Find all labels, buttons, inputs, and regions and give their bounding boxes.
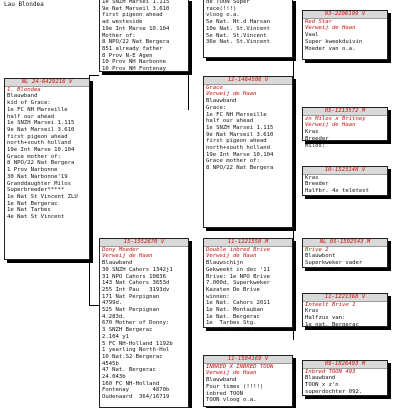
pigeon-breeder: Verweij de Haan xyxy=(206,91,257,98)
pigeon-card-grace[interactable] xyxy=(203,76,293,228)
pedigree-line: Grace: xyxy=(206,104,227,111)
pigeon-lines xyxy=(303,129,387,149)
pedigree-line: 4.283d. xyxy=(102,313,126,320)
pedigree-line: Breeder xyxy=(305,181,329,188)
connector-line xyxy=(293,10,294,125)
ring-number: 05-1213572 M xyxy=(303,108,387,116)
pedigree-line: 4545b xyxy=(102,360,119,367)
pigeon-card-donny-moeder[interactable] xyxy=(99,238,189,408)
pedigree-line: Super kweekduivin xyxy=(305,38,363,45)
pigeon-card-brive-2[interactable] xyxy=(302,238,388,273)
pigeon-card-milos-britney[interactable] xyxy=(302,107,388,149)
pigeon-lines xyxy=(5,93,89,220)
pedigree-line: Kazaten De Brive xyxy=(206,286,260,293)
pedigree-line: 10 Prov NH Fontenay xyxy=(102,66,166,73)
connector-line xyxy=(293,230,294,340)
pedigree-line: 10 Nat.S2 Bergerac xyxy=(102,353,163,360)
pedigree-line: 10e Nat. St.Vincent xyxy=(206,25,270,32)
pedigree-line: 1e Nat Tarbes xyxy=(7,207,51,214)
pigeon-name: Double inbred Brive xyxy=(206,246,270,253)
pedigree-line: Blauwschijn xyxy=(206,260,244,267)
pedigree-line: first pigeon ahead xyxy=(7,133,68,140)
pedigree-line: ad westeside xyxy=(102,19,143,26)
pedigree-line: TOON vloog o.a. xyxy=(206,397,257,404)
pigeon-name: Inteelt Brive 1 xyxy=(305,301,356,308)
pedigree-line: first pigeon ahead xyxy=(206,138,267,145)
pedigree-line: van o.a. Zara xyxy=(305,266,349,273)
pigeon-card-inbred-toon[interactable] xyxy=(203,355,293,407)
pedigree-line: 36e Nat. St.Vincent xyxy=(206,39,270,46)
pigeon-lines xyxy=(303,308,387,328)
pigeon-card-inteelt-brive[interactable] xyxy=(302,293,388,327)
pedigree-line: 5e Nat. St.Vincent xyxy=(206,32,267,39)
ring-number: 11-1221368 V xyxy=(303,294,387,302)
pigeon-lines xyxy=(303,32,387,52)
pedigree-line: Superbreeder***** xyxy=(7,187,65,194)
pedigree-line: 1e Nat. Cahors 2011 xyxy=(206,300,270,307)
pedigree-line: Superkweker vader xyxy=(305,260,363,267)
pigeon-card-red-star[interactable] xyxy=(302,10,388,60)
pedigree-line: 1e Nat. Montauban xyxy=(206,307,264,314)
pedigree-line: 9e Nat Marseil 3.610 xyxy=(206,131,274,138)
pedigree-line: Grace mother of: xyxy=(206,158,260,165)
pedigree-line: 24.043b xyxy=(102,374,126,381)
pedigree-line: 9e Nat Marseil 3.610 xyxy=(7,126,75,133)
pedigree-line: 670 Mother of Donny: xyxy=(102,320,170,327)
ring-number: 15-1552670 V xyxy=(100,239,188,247)
pedigree-line: 1e Nat St Vincent ZLU xyxy=(7,193,78,200)
pedigree-line: Blauwband xyxy=(305,375,336,382)
pedigree-line: 1e FC NH Marseille xyxy=(7,106,68,113)
pedigree-line: 143 Nat Cahors 3653d xyxy=(102,280,170,287)
pedigree-line: 160 FC NH-Holland xyxy=(102,380,160,387)
connector-line xyxy=(188,70,189,110)
pedigree-line: inbred TOON xyxy=(206,390,244,397)
pedigree-line: first pigeon ahead xyxy=(102,12,163,19)
pedigree-line: 851 already father xyxy=(102,45,163,52)
ring-number: 11-1221558 M xyxy=(204,239,292,247)
pedigree-line: Blauwband xyxy=(102,260,133,267)
pedigree-line: de TOON Super xyxy=(206,0,250,5)
pedigree-line: Blauwband xyxy=(206,98,237,105)
pigeon-breeder: Verweij de Haan xyxy=(206,370,257,377)
pedigree-line: Four times (!!!!) xyxy=(206,383,264,390)
pedigree-line: Blauwband xyxy=(7,93,38,100)
pedigree-line: half our ahead xyxy=(206,118,254,125)
ring-number: 03-2206199 V xyxy=(303,11,387,19)
pedigree-line: 1 yearling North-Hol xyxy=(102,347,170,354)
pedigree-line: 19e Int Marse 10.104 xyxy=(102,25,170,32)
pedigree-line: Brive: 1e NPO Brive xyxy=(206,273,270,280)
pedigree-line: 3 SNZH Bergerac xyxy=(102,327,153,334)
pedigree-line: Kras xyxy=(305,308,319,315)
pedigree-line: Kras xyxy=(305,129,319,136)
pedigree-line: Halfbr. 4x teletest xyxy=(305,188,369,195)
pigeon-card-inbred-toon-493[interactable] xyxy=(302,360,388,396)
pedigree-line: 8 NPO/22 Nat Bergera xyxy=(7,160,75,167)
pigeon-card-1523148[interactable] xyxy=(302,166,388,196)
ring-number: 09-1026493 M xyxy=(303,361,387,369)
pedigree-line: kid of Grace: xyxy=(7,100,51,107)
pedigree-line: Vaal xyxy=(305,32,319,39)
pedigree-line: Milos: xyxy=(305,142,326,149)
pigeon-breeder: Verweij de Haan xyxy=(102,253,153,260)
pedigree-line: Moeder van o.a. xyxy=(305,45,356,52)
ring-number: NL 24-6429216 V xyxy=(5,79,89,87)
pedigree-line: 1e SNZH Marsei 1.115 xyxy=(102,0,170,5)
pigeon-lines xyxy=(100,260,188,401)
sire-sire-card[interactable] xyxy=(203,0,293,58)
pigeon-name: 1. Blondea xyxy=(7,86,41,93)
pedigree-line: Blauwband xyxy=(206,377,237,384)
pigeon-card-blondea[interactable] xyxy=(4,78,90,260)
owner-name: Lau Blondea xyxy=(4,1,44,8)
pedigree-line: 10 Prov NH Narbonne xyxy=(102,59,166,66)
pedigree-line: north+south holland xyxy=(206,145,270,152)
pigeon-breeder: Verweij de Haan xyxy=(206,253,257,260)
pigeon-breeder: Verweij de Haan xyxy=(305,122,356,129)
pigeon-lines xyxy=(204,98,292,172)
pedigree-line: 1e Nat Bergerac xyxy=(7,200,58,207)
pedigree-line: 30 SNZH Cahors 1342j1 xyxy=(102,266,173,273)
pedigree-line: Fontenay 4870b xyxy=(102,387,170,394)
pigeon-breeder: Verweij de Haan xyxy=(305,25,356,32)
pedigree-line: vloog o.a. xyxy=(206,12,240,19)
pigeon-lines xyxy=(303,175,387,195)
pedigree-line: 1e Tarbes Stg. xyxy=(206,320,257,327)
pedigree-line: 5e Nat. Nt.d Harsan xyxy=(206,19,270,26)
pigeon-lines xyxy=(303,375,387,395)
pedigree-line: Granddaughter Milos xyxy=(7,180,71,187)
pigeon-lines xyxy=(303,253,387,273)
pedigree-line: 8 NPO/22 Nat Bergera xyxy=(206,165,274,172)
pedigree-line: 8 NPO/22 Nat Bergera xyxy=(102,39,170,46)
pedigree-line: 30 Nat Narbonne'19 xyxy=(7,173,68,180)
pedigree-line: 19e Int Marse 10.104 xyxy=(206,151,274,158)
pedigree-line: 7.000d, Superkweker xyxy=(206,280,270,287)
pedigree-line: half our ahead xyxy=(7,113,55,120)
pedigree-line: Marathon Hoord. xyxy=(206,327,257,334)
pedigree-line: Gekweekt in dec '11 xyxy=(206,266,270,273)
pedigree-line: north+south holland xyxy=(7,140,71,147)
pedigree-line: 1e SNZH Marsei 1.115 xyxy=(7,120,75,127)
pigeon-lines xyxy=(204,260,292,334)
pedigree-line: Oudenaard 364/16719 xyxy=(102,394,170,401)
sire-card[interactable] xyxy=(99,0,189,72)
pedigree-line: 1e nat. Bergerac xyxy=(305,321,359,328)
sire-sire-lines xyxy=(204,0,292,46)
pedigree-line: Grace mother of: xyxy=(7,153,61,160)
pigeon-name: zn Milos x Britney xyxy=(305,115,366,122)
pedigree-line: Blauwbont xyxy=(305,253,336,260)
ring-number: NL 05-1592543 M xyxy=(303,239,387,247)
pigeon-name: INBRED X INBRED TOON xyxy=(206,363,274,370)
pigeon-card-double-inbred-brive[interactable] xyxy=(203,238,293,334)
pedigree-line: 1e SNZH Marsei 1.115 xyxy=(206,124,274,131)
pigeon-name: Grace xyxy=(206,84,223,91)
pedigree-line: 5 FC NH-Holland 1192b xyxy=(102,340,173,347)
pedigree-line: 171 Nat Perpignan xyxy=(102,293,160,300)
pedigree-line: winnen: xyxy=(206,293,230,300)
pigeon-name: Dony Moeder xyxy=(102,246,140,253)
pedigree-line: 47 Nat. Bergerac xyxy=(102,367,156,374)
pedigree-line: superdochter 092. xyxy=(305,388,363,395)
pedigree-line: 255 Int Pau 3193dv xyxy=(102,286,170,293)
pigeon-name: Red Star xyxy=(305,18,332,25)
connector-line xyxy=(89,75,99,76)
pigeon-name: Inbred TOON 493 xyxy=(305,368,356,375)
ring-number: 10-1523148 V xyxy=(303,167,387,175)
pedigree-line: TOON x z'n xyxy=(305,382,339,389)
pedigree-line: 4e Nat St Vincent xyxy=(7,214,65,221)
pedigree-line: 19e Int Marse 10.104 xyxy=(7,147,75,154)
pigeon-name: Brive 2 xyxy=(305,246,329,253)
connector-line xyxy=(89,305,99,306)
pedigree-line: 9e Nat Marseil 3.610 xyxy=(102,5,170,12)
ring-number: 12-1464506 V xyxy=(204,77,292,85)
pedigree-line: 31 NPO Cahors 10836 xyxy=(102,273,166,280)
pedigree-line: 2.104 y1 xyxy=(102,333,129,340)
pedigree-line: Breeder xyxy=(305,135,329,142)
pedigree-line: 1e FC NH Marseille xyxy=(206,111,267,118)
pedigree-line: 1 Prov Narbonne xyxy=(7,167,58,174)
pedigree-line: 4799d. xyxy=(102,300,123,307)
ring-number: 11-1584169 V xyxy=(204,356,292,364)
pedigree-line: race(!!!) xyxy=(206,5,237,12)
pedigree-line: Mother of: xyxy=(102,32,136,39)
pedigree-line: 525 Nat Perpignan xyxy=(102,307,160,314)
pedigree-line: Kras xyxy=(305,174,319,181)
pigeon-lines xyxy=(204,377,292,404)
sire-lines xyxy=(100,0,188,73)
pedigree-line: Halfzus van: xyxy=(305,315,346,322)
pedigree-line: 8 Prov N-E Agen xyxy=(102,52,153,59)
pedigree-line: 1e Nat. Bergerac xyxy=(206,313,260,320)
